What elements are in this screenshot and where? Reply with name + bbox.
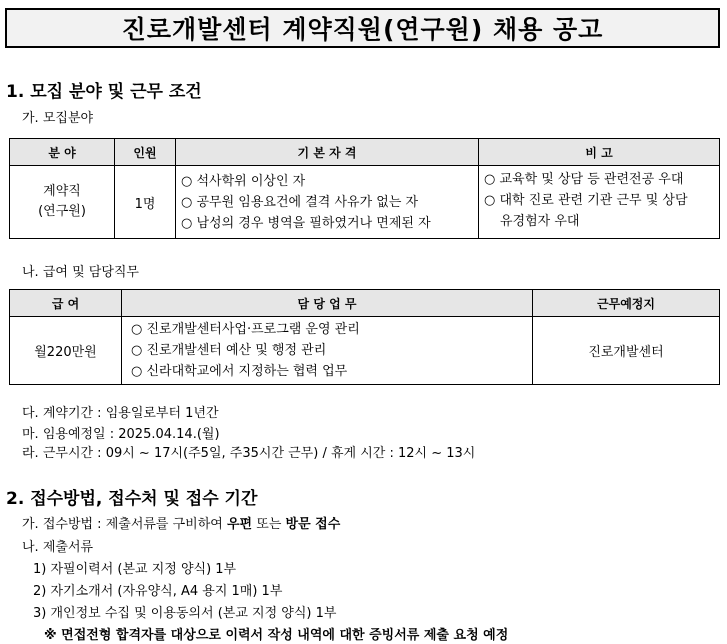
note-item: 유경험자 우대 [500,214,580,229]
section2-heading: 2. 접수방법, 접수처 및 접수 기간 [6,489,258,509]
qualification-item: ○ 공무원 임용요건에 결격 사유가 없는 자 [181,194,419,210]
header-count: 인원 [115,139,176,166]
field-line2: (연구원) [38,204,86,219]
header-salary: 급 여 [10,290,122,317]
recruit-table [9,138,720,239]
recruit-field-label: 가. 모집분야 [22,111,94,126]
application-method-visit: 방문 접수 [285,517,341,532]
note-item: ○ 대학 진로 관련 기관 근무 및 상담 [484,193,688,208]
header-location: 근무예정지 [533,290,720,317]
salary-duty-label: 나. 급여 및 담당직무 [22,265,139,280]
document-item: 2) 자기소개서 (자유양식, A4 용지 1매) 1부 [33,584,283,599]
section1-heading: 1. 모집 분야 및 근무 조건 [6,82,202,102]
document-item: 1) 자필이력서 (본교 지정 양식) 1부 [33,562,237,577]
contract-period: 다. 계약기간 : 임용일로부터 1년간 [22,406,219,421]
duty-table [9,289,720,385]
interview-note: ※ 면접전형 합격자를 대상으로 이력서 작성 내역에 대한 증빙서류 제출 요청 예정 [44,628,509,643]
header-notes: 비 고 [479,139,720,166]
notes-cell [479,166,720,239]
documents-label: 나. 제출서류 [22,540,94,555]
work-hours: 라. 근무시간 : 09시 ~ 17시(주5일, 주35시간 근무) / 휴게 시간 : 12시 ~ 13시 [22,446,476,461]
qualification-item: ○ 남성의 경우 병역을 필하였거나 면제된 자 [181,215,431,231]
application-method-prefix: 가. 접수방법 : 제출서류를 구비하여 [22,517,227,532]
document-item: 3) 개인정보 수집 및 이용동의서 (본교 지정 양식) 1부 [33,606,337,621]
duty-item: ○ 진로개발센터 예산 및 행정 관리 [131,343,327,358]
location-cell: 진로개발센터 [533,317,720,385]
appointment-date: 마. 임용예정일 : 2025.04.14.(월) [22,427,220,442]
header-field: 분 야 [10,139,115,166]
page-title: 진로개발센터 계약직원(연구원) 채용 공고 [5,8,720,48]
salary-cell: 월220만원 [10,317,122,385]
header-duties: 담 당 업 무 [122,290,533,317]
duty-item: ○ 진로개발센터사업·프로그램 운영 관리 [131,322,360,337]
count-cell: 1명 [115,166,176,239]
duty-item: ○ 신라대학교에서 지정하는 협력 업무 [131,364,348,379]
application-method-mid: 또는 [252,517,286,532]
field-line1: 계약직 [43,184,81,199]
duties-cell [122,317,533,385]
note-item: ○ 교육학 및 상담 등 관련전공 우대 [484,172,684,187]
header-qualifications: 기 본 자 격 [176,139,479,166]
application-method-mail: 우편 [227,517,253,532]
qualifications-cell [176,166,479,239]
application-method [22,513,340,532]
field-cell [10,166,115,239]
qualification-item: ○ 석사학위 이상인 자 [181,173,306,189]
